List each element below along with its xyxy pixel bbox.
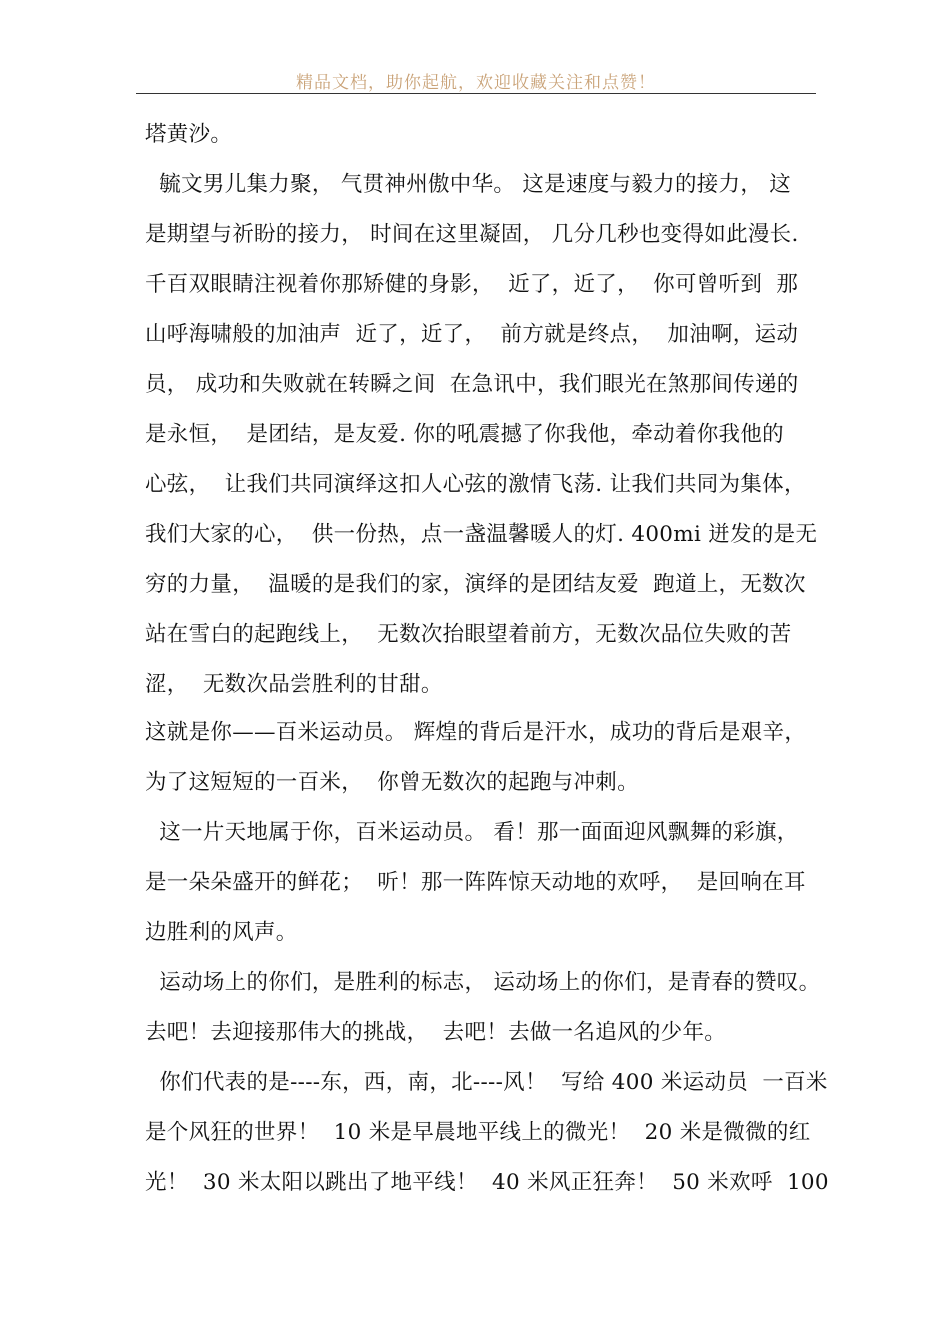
text-line: 穷的力量， 温暖的是我们的家，演绎的是团结友爱 跑道上，无数次 xyxy=(145,572,806,597)
text-line: 是一朵朵盛开的鲜花； 听！那一阵阵惊天动地的欢呼， 是回响在耳 xyxy=(145,870,806,895)
text-line: 千百双眼睛注视着你那矫健的身影， 近了，近了， 你可曾听到 那 xyxy=(145,272,799,297)
text-line: 心弦， 让我们共同演绎这扣人心弦的激情飞荡. 让我们共同为集体， xyxy=(145,472,806,497)
text-line: 去吧！去迎接那伟大的挑战， 去吧！去做一名追风的少年。 xyxy=(145,1020,727,1045)
page-header-banner: 精品文档，助你起航，欢迎收藏关注和点赞！ xyxy=(296,73,656,93)
header-divider xyxy=(136,93,816,94)
text-line: 员， 成功和失败就在转瞬之间 在急讯中，我们眼光在煞那间传递的 xyxy=(145,372,799,397)
text-line: 是个风狂的世界！ 10 米是早晨地平线上的微光！ 20 米是微微的红 xyxy=(145,1120,811,1145)
text-line: 站在雪白的起跑线上， 无数次抬眼望着前方，无数次品位失败的苦 xyxy=(145,622,792,647)
text-line: 是期望与祈盼的接力， 时间在这里凝固， 几分几秒也变得如此漫长. xyxy=(145,222,799,247)
text-line: 涩， 无数次品尝胜利的甘甜。 xyxy=(145,672,443,697)
text-line: 这一片天地属于你，百米运动员。 看！那一面面迎风飘舞的彩旗， xyxy=(145,820,799,845)
text-line: 毓文男儿集力聚， 气贯神州傲中华。 这是速度与毅力的接力， 这 xyxy=(145,172,792,197)
text-line: 你们代表的是----东，西，南，北----风！ 写给 400 米运动员 一百米 xyxy=(145,1070,828,1095)
text-line: 运动场上的你们，是胜利的标志， 运动场上的你们，是青春的赞叹。 xyxy=(145,970,821,995)
text-line: 为了这短短的一百米， 你曾无数次的起跑与冲刺。 xyxy=(145,770,639,795)
text-line: 是永恒， 是团结，是友爱. 你的吼震撼了你我他，牵动着你我他的 xyxy=(145,422,784,447)
text-line: 山呼海啸般的加油声 近了，近了， 前方就是终点， 加油啊，运动 xyxy=(145,322,799,347)
text-line: 边胜利的风声。 xyxy=(145,920,298,945)
text-line: 这就是你——百米运动员。 辉煌的背后是汗水，成功的背后是艰辛， xyxy=(145,720,807,745)
text-line: 塔黄沙。 xyxy=(145,122,233,147)
text-line: 我们大家的心， 供一份热，点一盏温馨暖人的灯. 400mi 迸发的是无 xyxy=(145,522,818,547)
text-line: 光！ 30 米太阳以跳出了地平线！ 40 米风正狂奔！ 50 米欢呼 100 xyxy=(145,1170,829,1195)
